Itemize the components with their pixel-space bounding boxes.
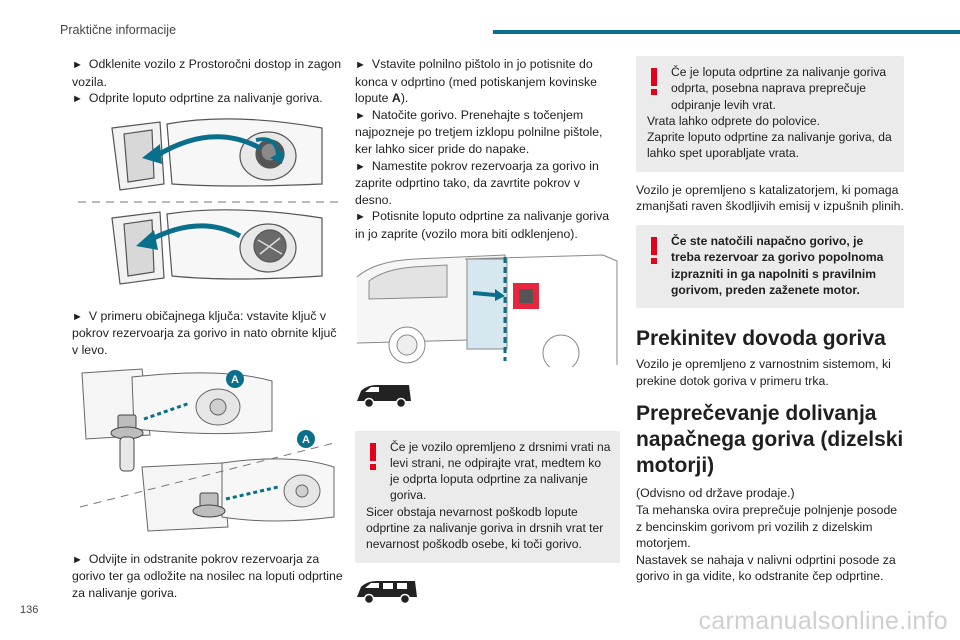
section-text-availability: (Odvisno od države prodaje.): [636, 486, 795, 501]
wrong-fuel-warning: Če ste natočili napačno gorivo, je treba rezervoar za gorivo popolnoma izprazniti in ga napolniti s pravilnim gorivom, preden zaženete motor.: [636, 225, 904, 308]
fuel-flap-opening-illustration: [72, 114, 344, 294]
bullet-triangle-icon: ►: [355, 160, 366, 173]
bullet-triangle-icon: ►: [72, 310, 83, 323]
bullet-triangle-icon: ►: [355, 109, 366, 122]
step-close-flap: ► Potisnite loputo odprtine za nalivanje goriva in jo zaprite (vozilo mora biti odklenjeno).: [355, 209, 610, 241]
bullet-triangle-icon: ►: [72, 93, 83, 106]
section-text-fuel-cutoff: Vozilo je opremljeno z varnostnim sistemom, ki prekine dotok goriva v primeru trka.: [636, 357, 891, 388]
column-3: [636, 56, 904, 585]
column-1: [72, 56, 344, 601]
callout-a-label: A: [231, 373, 239, 386]
step-unscrew-cap: ► Odvijte in odstranite pokrov rezervoarja za gorivo ter ga odložite na nosilec na loputi odprtine za nalivanje goriva.: [72, 551, 343, 600]
bullet-triangle-icon: ►: [355, 211, 366, 224]
bullet-triangle-icon: ►: [72, 553, 83, 566]
sliding-door-warning: Če je vozilo opremljeno z drsnimi vrati na levi strani, ne odpirajte vrat, medtem ko je odprta loputa odprtine za nalivanje goriva. Sicer obstaja nevarnost poškodb lopute odprtine za nalivanje goriva in drsnih vrat ter nevarnost poškodb osebe, ki toči gorivo.: [355, 431, 620, 563]
step-key: ► V primeru običajnega ključa: vstavite ključ v pokrov rezervoarja za gorivo in nato obrnite ključ v levo.: [72, 308, 337, 357]
section-title-misfuel-prevention: Preprečevanje dolivanja napačnega goriva (dizelski motorji): [636, 402, 904, 478]
section-title-fuel-cutoff: Prekinitev dovoda goriva: [636, 327, 886, 351]
door-lock-warning: Če je loputa odprtine za nalivanje goriva odprta, posebna naprava preprečuje odpiranje levih vrat. Vrata lahko odprete do polovice. Zaprite loputo odprtine za nalivanje goriva, da lahko spet uporabljate vrata.: [636, 56, 904, 172]
page-number: 136: [20, 604, 39, 616]
step-unlock: ► Odklenite vozilo z Prostoročni dostop in zagon vozila.: [72, 57, 342, 89]
warning-exclamation-icon: [647, 234, 661, 266]
step-insert-nozzle: ► Vstavite polnilno pištolo in jo potisnite do konca v odprtino (med potiskanjem kovinske lopute A).: [355, 57, 597, 106]
section-text-barrier: Ta mehanska ovira preprečuje polnjenje posode z bencinskim gorivom pri vozilih z dizelskim motorjem.: [636, 502, 898, 551]
warning-exclamation-icon: [647, 65, 661, 97]
header-title: Praktične informacije: [60, 23, 177, 37]
cap-removal-illustration: [72, 367, 344, 537]
step-refuel: ► Natočite gorivo. Prenehajte s točenjem najpozneje po tretjem izklopu polnilne pištole, ker lahko sicer pride do napake.: [355, 107, 603, 156]
watermark: carmanualsonline.info: [698, 607, 948, 635]
step-refit-cap: ► Namestite pokrov rezervoarja za gorivo in zaprite odprtino tako, da zavrtite pokrov v desno.: [355, 158, 599, 207]
bullet-triangle-icon: ►: [355, 59, 366, 71]
column-2: [355, 56, 620, 605]
header-accent-bar: [493, 30, 960, 34]
bullet-triangle-icon: ►: [72, 59, 83, 71]
section-text-location: Nastavek se nahaja v nalivni odprtini posode za gorivo in ga vidite, ko odstranite čep odprtine.: [636, 552, 896, 584]
van-icon: [355, 383, 413, 409]
step-open-flap: ► Odprite loputo odprtine za nalivanje goriva.: [72, 91, 323, 106]
callout-a-label: A: [302, 433, 310, 446]
van-side-door-illustration: [355, 253, 620, 367]
catalyst-note: Vozilo je opremljeno s katalizatorjem, ki pomaga zmanjšati raven škodljivih emisij v izpušnih plinih.: [636, 182, 904, 214]
warning-exclamation-icon: [366, 440, 380, 472]
passenger-van-icon: [355, 579, 419, 605]
